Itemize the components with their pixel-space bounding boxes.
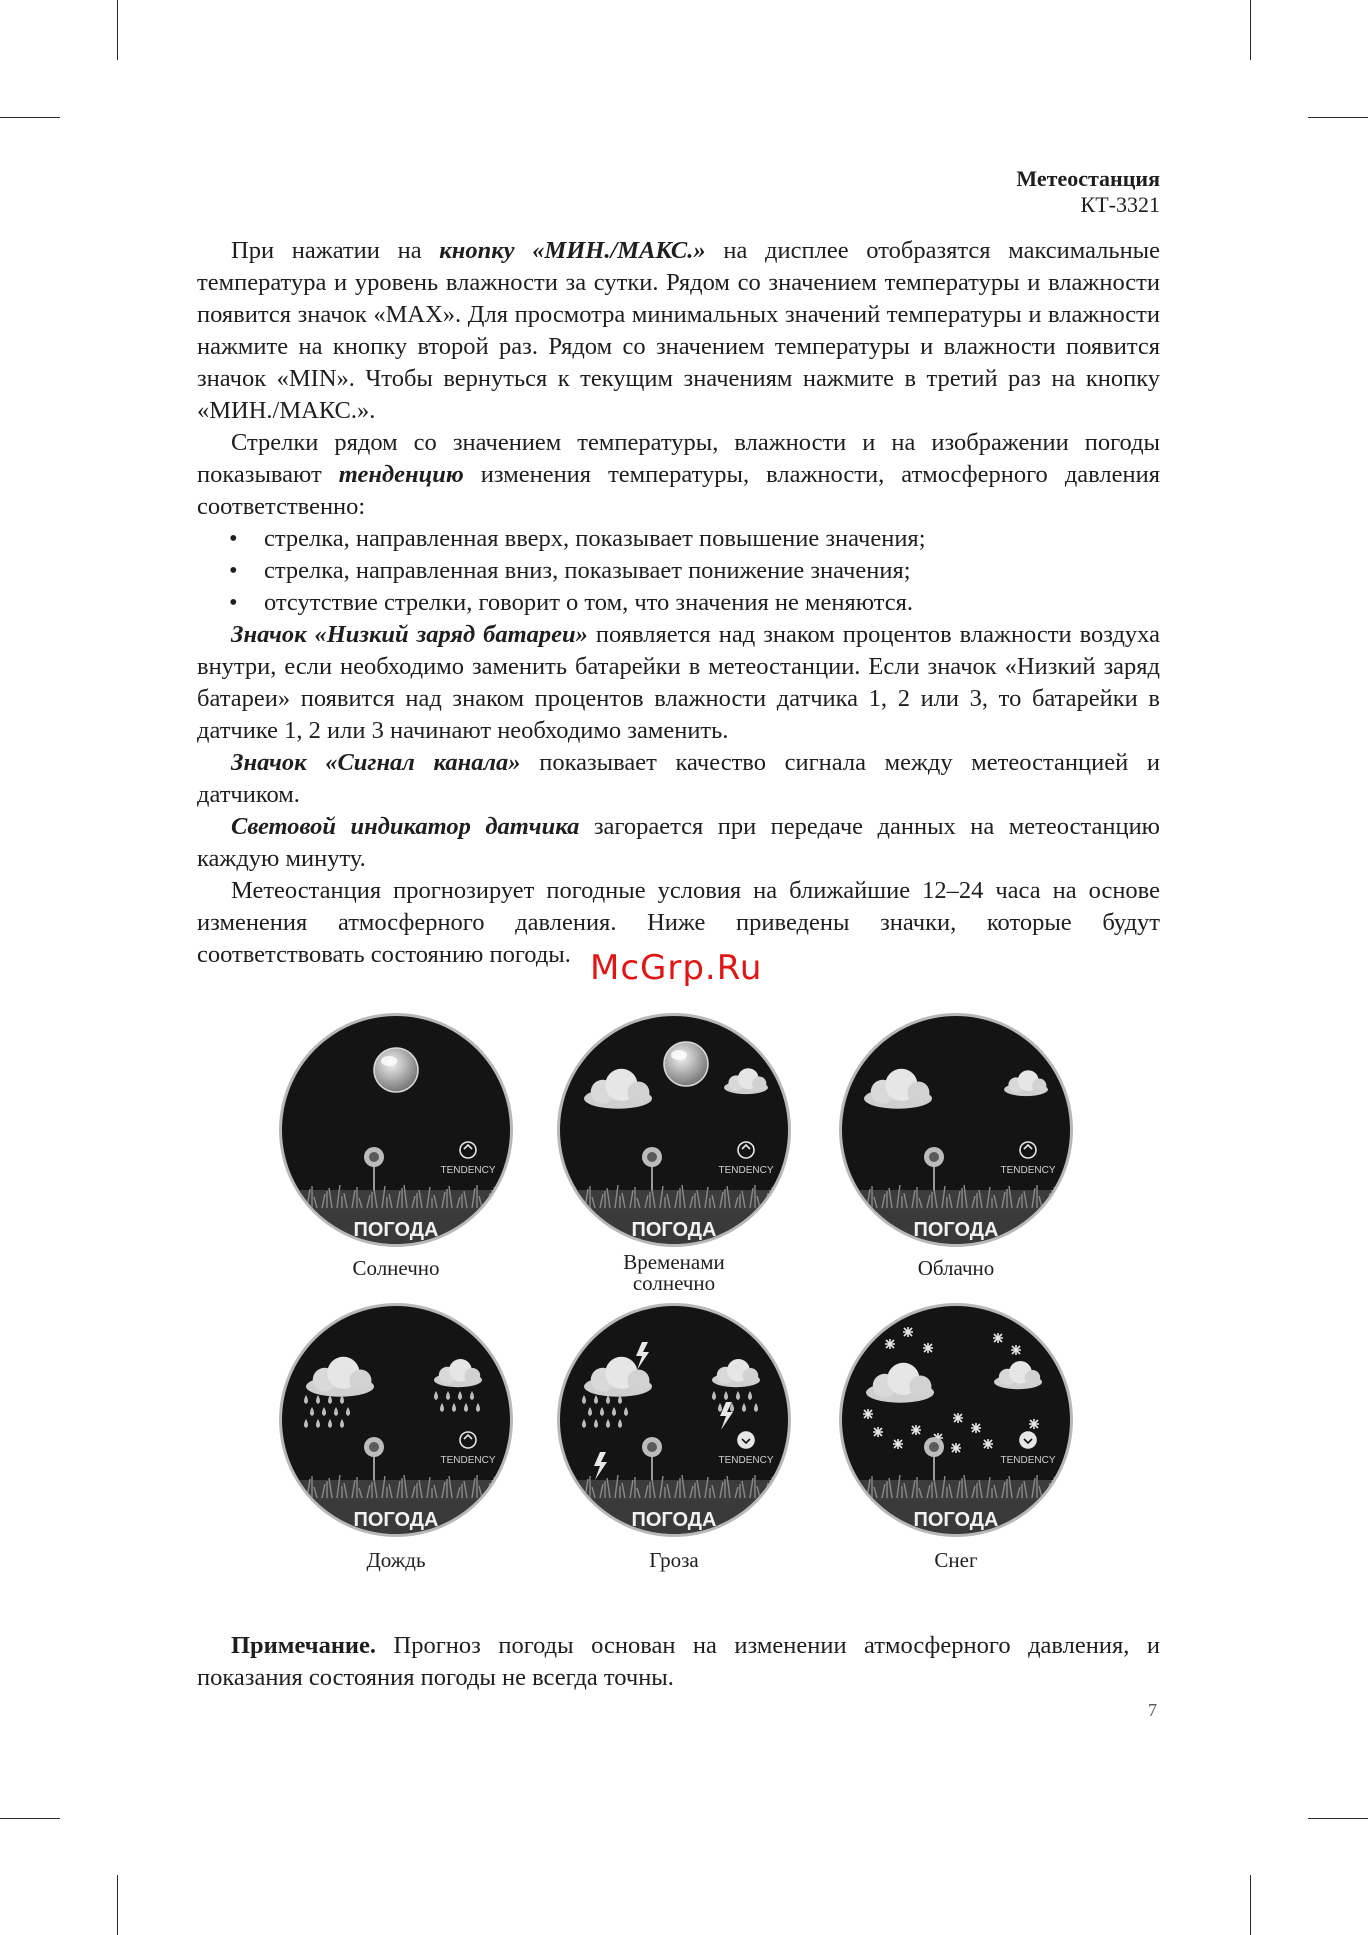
brand-label: TENDENCY — [440, 1455, 496, 1466]
snowflake-icon — [1029, 1419, 1039, 1429]
snowflake-icon — [993, 1333, 1003, 1343]
snowflake-icon — [953, 1413, 963, 1423]
dial-label: ПОГОДА — [353, 1509, 439, 1531]
caption-line: Временами — [623, 1250, 725, 1274]
term-trend: тенденцию — [338, 461, 464, 488]
term-min-max-button: кнопку «МИН./МАКС.» — [439, 237, 706, 264]
crop-mark — [1308, 117, 1368, 118]
snowflake-icon — [1011, 1345, 1021, 1355]
term-sensor-led: Световой индикатор датчика — [231, 813, 580, 840]
crop-mark — [0, 1818, 60, 1819]
snowflake-icon — [893, 1439, 903, 1449]
page-header — [1016, 166, 1160, 218]
brand-label: TENDENCY — [440, 1165, 496, 1176]
term-low-battery: Значок «Низкий заряд батареи» — [231, 621, 588, 648]
paragraph-forecast: Метеостанция прогнозирует погодные условия на ближайшие 12–24 часа на основе изменения атмосферного давления. Ниже приведены значки, которые будут соответствовать состоянию погоды. — [197, 877, 1160, 968]
list-item: • стрелка, направленная вниз, показывает понижение значения; — [197, 555, 1160, 587]
dial-label: ПОГОДА — [631, 1219, 717, 1241]
snowflake-icon — [971, 1423, 981, 1433]
snowflake-icon — [873, 1427, 883, 1437]
note-text: Прогноз погоды основан на изменении атмосферного давления, и показания состояния погоды не всегда точны. — [197, 1632, 1160, 1691]
list-item: • отсутствие стрелки, говорит о том, что значения не меняются. — [197, 587, 1160, 619]
crop-mark — [1308, 1818, 1368, 1819]
weather-caption — [826, 1258, 1086, 1279]
watermark: McGrp.Ru — [590, 948, 763, 988]
paragraph-min-max: При нажатии на кнопку «МИН./МАКС.» на дисплее отобразятся максимальные температура и уровень влажности за сутки. Рядом со значением температуры и влажности появится значок «MAX». Для просмотра минимальных значений температуры и влажности нажмите на кнопку второй раз. Рядом со значением температуры и влажности появится значок «MIN». Чтобы вернуться к текущим значениям нажмите в третий раз на кнопку «МИН./МАКС.». — [197, 237, 1161, 424]
weather-caption — [544, 1252, 804, 1294]
weather-snow-icon — [838, 1302, 1074, 1538]
weather-caption — [544, 1550, 804, 1571]
weather-dial-rain — [278, 1302, 514, 1538]
snowflake-icon — [885, 1339, 895, 1349]
paragraph-sensor-led: Световой индикатор датчика загорается при передаче данных на метеостанцию каждую минуту. — [197, 813, 1160, 872]
trend-indicator-icon — [1020, 1432, 1036, 1448]
note-label: Примечание. — [231, 1632, 377, 1659]
snowflake-icon — [923, 1343, 933, 1353]
brand-label: TENDENCY — [718, 1455, 774, 1466]
crop-mark — [0, 117, 60, 118]
snowflake-icon — [983, 1439, 993, 1449]
weather-dial-snow — [838, 1302, 1074, 1538]
weather-dial-partly — [556, 1012, 792, 1248]
weather-caption — [266, 1550, 526, 1571]
weather-caption — [266, 1258, 526, 1279]
caption-line: солнечно — [632, 1271, 716, 1295]
trend-list — [197, 523, 1160, 619]
weather-caption — [826, 1550, 1086, 1571]
paragraph-trend: Стрелки рядом со значением температуры, влажности и на изображении погоды показывают тенденцию изменения температуры, влажности, атмосферного давления соответственно: — [197, 429, 1160, 520]
weather-sun-icon — [278, 1012, 514, 1248]
crop-mark — [117, 0, 118, 60]
weather-dial-sun — [278, 1012, 514, 1248]
crop-mark — [1250, 0, 1251, 60]
crop-mark — [1250, 1875, 1251, 1935]
trend-indicator-icon — [738, 1432, 754, 1448]
note — [197, 1630, 1160, 1694]
weather-dial-storm — [556, 1302, 792, 1538]
crop-mark — [117, 1875, 118, 1935]
header-model: КТ-3321 — [1080, 192, 1160, 217]
brand-label: TENDENCY — [718, 1165, 774, 1176]
weather-cloudy-icon — [838, 1012, 1074, 1248]
dial-label: ПОГОДА — [631, 1509, 717, 1531]
caption-line: Снег — [934, 1548, 978, 1572]
snowflake-icon — [863, 1409, 873, 1419]
caption-line: Дождь — [366, 1548, 426, 1572]
weather-dial-cloudy — [838, 1012, 1074, 1248]
list-item: • стрелка, направленная вверх, показывает повышение значения; — [197, 523, 1160, 555]
snowflake-icon — [951, 1443, 961, 1453]
paragraph-channel-signal: Значок «Сигнал канала» показывает качество сигнала между метеостанцией и датчиком. — [197, 749, 1160, 808]
brand-label: TENDENCY — [1000, 1165, 1056, 1176]
term-channel-signal: Значок «Сигнал канала» — [231, 749, 521, 776]
brand-label: TENDENCY — [1000, 1455, 1056, 1466]
header-title: Метеостанция — [1016, 166, 1160, 191]
snowflake-icon — [903, 1327, 913, 1337]
dial-label: ПОГОДА — [353, 1219, 439, 1241]
caption-line: Солнечно — [352, 1256, 440, 1280]
weather-partly-icon — [556, 1012, 792, 1248]
weather-rain-icon — [278, 1302, 514, 1538]
paragraph-low-battery: Значок «Низкий заряд батареи» появляется над знаком процентов влажности воздуха внутри, если необходимо заменить батарейки в метеостанции. Если значок «Низкий заряд батареи» появится над знаком процентов влажности датчика 1, 2 или 3, то батарейки в датчике 1, 2 или 3 начинают необходимо заменить. — [197, 621, 1160, 744]
snowflake-icon — [911, 1425, 921, 1435]
weather-storm-icon — [556, 1302, 792, 1538]
caption-line: Облачно — [917, 1256, 995, 1280]
body-text — [197, 235, 1160, 971]
dial-label: ПОГОДА — [913, 1509, 999, 1531]
dial-label: ПОГОДА — [913, 1219, 999, 1241]
caption-line: Гроза — [649, 1548, 699, 1572]
page-number: 7 — [1148, 1700, 1157, 1720]
